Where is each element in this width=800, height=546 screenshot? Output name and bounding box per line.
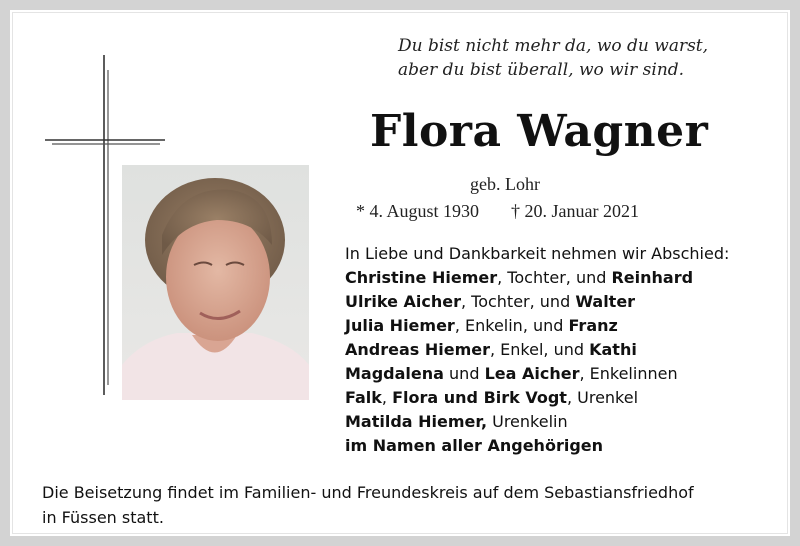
birth-date: * 4. August 1930 [356,201,480,221]
funeral-notice-line-2: in Füssen statt. [42,508,164,527]
mourner-partner: Walter [575,292,636,311]
mourner-relation: , Enkelin, und [454,316,569,335]
mourner-relation: , [381,388,393,407]
mourner-line [345,314,729,338]
mourner-line [345,266,729,290]
mourner-line [345,362,729,386]
mourner-partner: Reinhard [611,268,694,287]
mourner-suffix: , Urenkel [566,388,639,407]
maiden-name: geb. Lohr [470,174,540,194]
mourner-relation: Urenkelin [487,412,568,431]
memorial-verse [398,34,758,82]
mourner-partner: Kathi [589,340,637,359]
mourner-line [345,290,729,314]
mourner-partner: Lea Aicher [484,364,580,383]
mourner-name: Magdalena [345,364,444,383]
mourner-name: Matilda Hiemer, [345,412,488,431]
mourners-list [345,242,729,458]
mourner-partner: Franz [568,316,618,335]
mourner-line [345,410,729,434]
mourner-name: Falk [345,388,382,407]
mourner-relation: , Tochter, und [497,268,612,287]
life-dates [356,201,639,222]
mourner-relation: , Enkel, und [490,340,590,359]
mourner-line [345,338,729,362]
deceased-name: Flora Wagner [370,106,709,157]
mourner-name: Ulrike Aicher [345,292,461,311]
verse-line-2: aber du bist überall, wo wir sind. [398,60,685,80]
mourner-partner: Flora und Birk Vogt [392,388,567,407]
funeral-notice-line-1: Die Beisetzung findet im Familien- und Freundeskreis auf dem Sebastiansfriedhof [42,483,694,502]
mourner-suffix: , Enkelinnen [579,364,678,383]
mourner-line [345,386,729,410]
mourners-closing [345,434,729,458]
death-date: † 20. Januar 2021 [511,201,639,221]
verse-line-1: Du bist nicht mehr da, wo du warst, [398,36,709,56]
portrait-photo [122,165,309,400]
mourner-relation: und [443,364,485,383]
mourner-relation: , Tochter, und [460,292,576,311]
funeral-notice [42,480,782,530]
mourner-name: Andreas Hiemer [345,340,490,359]
mourners-intro: In Liebe und Dankbarkeit nehmen wir Abschied: [345,244,730,263]
mourner-name: Christine Hiemer [345,268,498,287]
mourner-name: Julia Hiemer [345,316,455,335]
closing-text: im Namen aller Angehörigen [345,436,604,455]
